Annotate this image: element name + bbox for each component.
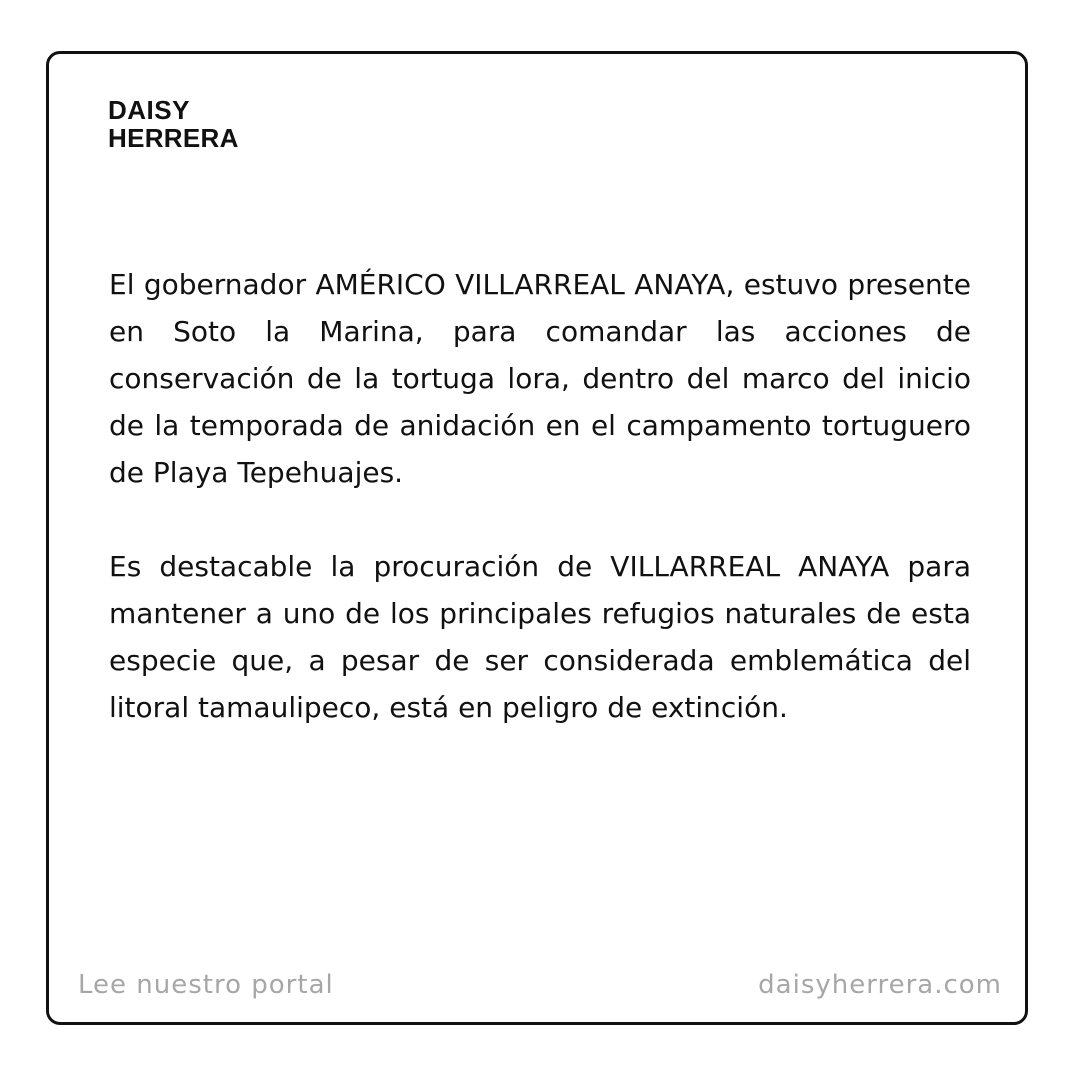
brand-logo (108, 96, 239, 152)
brand-last-name: HERRERA (108, 123, 239, 153)
article-paragraph-1: El gobernador AMÉRICO VILLARREAL ANAYA, estuvo presente en Soto la Marina, para comandar las acciones de conservación de la tortuga lora, dentro del marco del inicio de la temporada de anidación en el campamento tortuguero de Playa Tepehuajes. (109, 268, 971, 489)
footer-portal-text: Lee nuestro portal (78, 970, 334, 1000)
brand-first-name: DAISY (108, 95, 190, 125)
article-paragraph-2: Es destacable la procuración de VILLARREAL ANAYA para mantener a uno de los principales refugios naturales de esta especie que, a pesar de ser considerada emblemática del litoral tamaulipeco, está en peligro de extinción. (109, 550, 971, 724)
footer-website-link[interactable]: daisyherrera.com (758, 970, 1002, 1000)
article-body (109, 261, 971, 778)
